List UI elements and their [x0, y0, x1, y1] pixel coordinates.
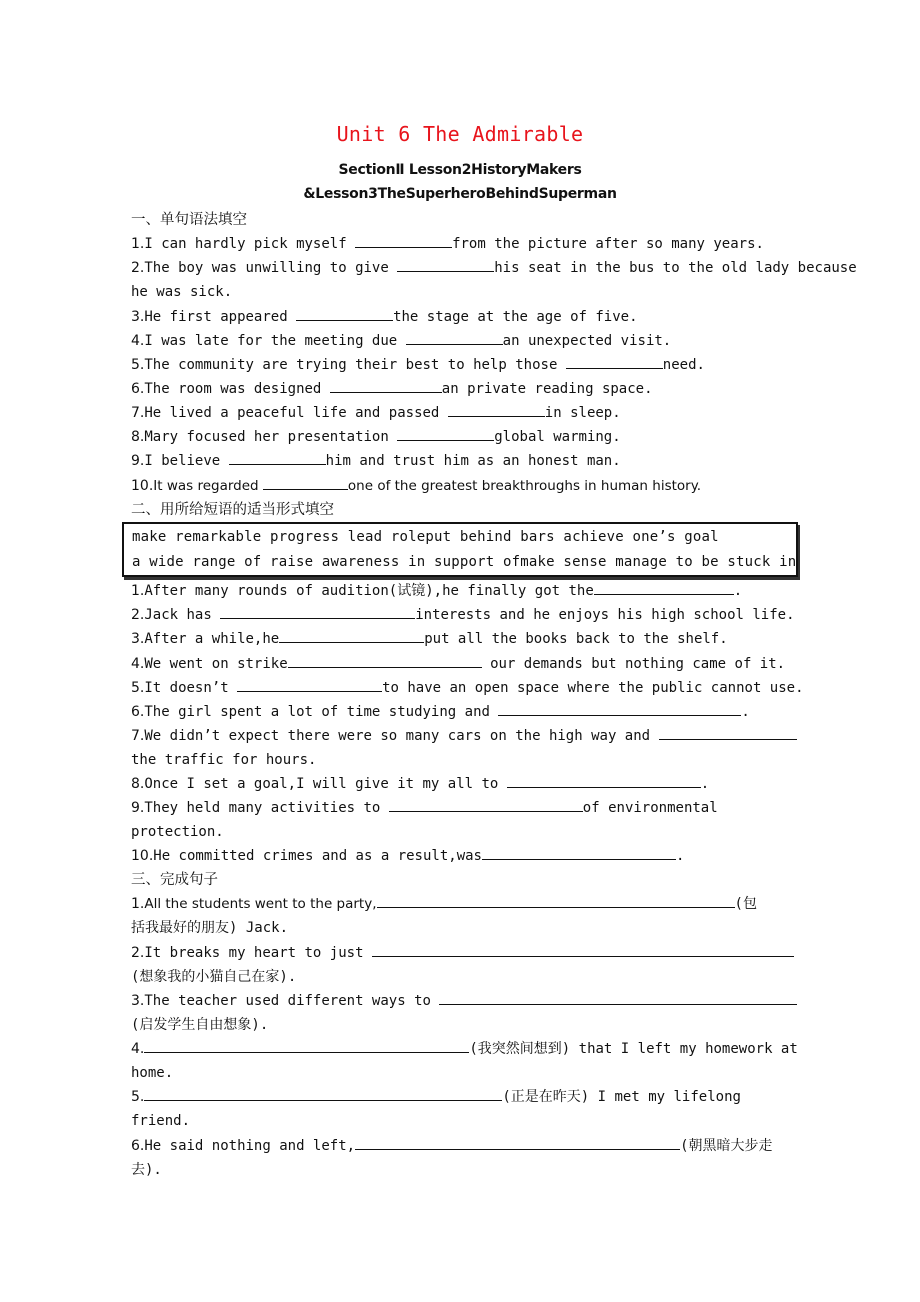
page-title: Unit 6 The Admirable [336, 122, 584, 146]
answer-blank[interactable] [482, 846, 676, 860]
part3-item-5-cont: friend. [131, 1113, 191, 1129]
part2-item-9-cont: protection. [131, 824, 224, 840]
part2-item-3: 3.After a while,he put all the books back to the shelf. [131, 631, 728, 647]
answer-blank[interactable] [220, 605, 415, 619]
section-subtitle: SectionⅡ Lesson2HistoryMakers [338, 162, 582, 178]
part3-item-2-cont: (想象我的小猫自己在家). [131, 969, 297, 985]
answer-blank[interactable] [355, 1136, 680, 1150]
part1-item-2-cont: he was sick. [131, 284, 233, 300]
part2-item-9: 9.They held many activities to of environmental [131, 800, 718, 816]
answer-blank[interactable] [566, 355, 663, 369]
answer-blank[interactable] [372, 943, 794, 957]
part3-heading: 三、完成句子 [131, 872, 218, 888]
answer-blank[interactable] [448, 403, 545, 417]
part3-item-1-cont: 括我最好的朋友) Jack. [131, 920, 289, 936]
answer-blank[interactable] [594, 581, 734, 595]
answer-blank[interactable] [659, 726, 797, 740]
answer-blank[interactable] [263, 476, 348, 490]
part1-item-2: 2.The boy was unwilling to give his seat in the bus to the old lady because [131, 260, 857, 276]
part3-item-3: 3.The teacher used different ways to [131, 991, 797, 1011]
part1-item-8: 8.Mary focused her presentation global warming. [131, 429, 621, 445]
answer-blank[interactable] [229, 451, 326, 465]
part2-item-1: 1.After many rounds of audition(试镜),he finally got the . [131, 583, 743, 599]
part1-item-5: 5.The community are trying their best to help those need. [131, 357, 705, 373]
part3-item-4: 4. (我突然间想到) that I left my homework at [131, 1041, 798, 1057]
part2-item-7-cont: the traffic for hours. [131, 752, 317, 768]
part1-heading: 一、单句语法填空 [131, 212, 247, 228]
answer-blank[interactable] [439, 991, 797, 1005]
section-subtitle-continued: &Lesson3TheSuperheroBehindSuperman [303, 186, 617, 202]
part3-item-6: 6.He said nothing and left, (朝黑暗大步走 [131, 1138, 773, 1154]
answer-blank[interactable] [397, 258, 494, 272]
part2-item-5: 5.It doesn’t to have an open space where the public cannot use. [131, 680, 804, 696]
answer-blank[interactable] [406, 331, 503, 345]
part2-heading: 二、用所给短语的适当形式填空 [131, 502, 334, 518]
answer-blank[interactable] [397, 427, 494, 441]
part2-item-2: 2.Jack has interests and he enjoys his high school life. [131, 607, 795, 623]
part1-item-3: 3.He first appeared the stage at the age of five. [131, 309, 638, 325]
answer-blank[interactable] [507, 774, 701, 788]
part2-item-8: 8.Once I set a goal,I will give it my all to . [131, 776, 710, 792]
part1-item-9: 9.I believe him and trust him as an honest man. [131, 453, 621, 469]
part2-item-6: 6.The girl spent a lot of time studying and . [131, 704, 750, 720]
answer-blank[interactable] [288, 654, 482, 668]
answer-blank[interactable] [355, 234, 452, 248]
part3-item-1: 1.All the students went to the party, (包 [131, 896, 757, 912]
part2-item-10: 10.He committed crimes and as a result,was . [131, 848, 685, 864]
part3-item-5: 5. (正是在昨天) I met my lifelong [131, 1089, 741, 1105]
answer-blank[interactable] [144, 1039, 469, 1053]
answer-blank[interactable] [296, 307, 393, 321]
part1-item-1: 1.I can hardly pick myself from the picture after so many years. [131, 236, 764, 252]
part3-item-3-cont: (启发学生自由想象). [131, 1017, 269, 1033]
part3-item-6-cont: 去). [131, 1162, 162, 1178]
answer-blank[interactable] [330, 379, 442, 393]
answer-blank[interactable] [377, 894, 735, 908]
answer-blank[interactable] [279, 629, 424, 643]
part1-item-7: 7.He lived a peaceful life and passed in sleep. [131, 405, 621, 421]
part1-item-6: 6.The room was designed an private reading space. [131, 381, 653, 397]
phrase-box-line-2: a wide range of raise awareness in support ofmake sense manage to be stuck in [132, 554, 797, 570]
answer-blank[interactable] [389, 798, 583, 812]
part1-item-4: 4.I was late for the meeting due an unexpected visit. [131, 333, 672, 349]
part2-item-4: 4.We went on strike our demands but nothing came of it. [131, 656, 786, 672]
answer-blank[interactable] [498, 702, 741, 716]
part3-item-4-cont: home. [131, 1065, 174, 1081]
part3-item-2: 2.It breaks my heart to just [131, 943, 794, 963]
part2-item-7: 7.We didn’t expect there were so many cars on the high way and [131, 726, 797, 746]
phrase-box [122, 522, 798, 577]
answer-blank[interactable] [237, 678, 382, 692]
part1-item-10: 10.It was regarded one of the greatest breakthroughs in human history. [131, 478, 702, 494]
answer-blank[interactable] [144, 1087, 502, 1101]
phrase-box-line-1: make remarkable progress lead roleput behind bars achieve one’s goal [132, 529, 719, 545]
